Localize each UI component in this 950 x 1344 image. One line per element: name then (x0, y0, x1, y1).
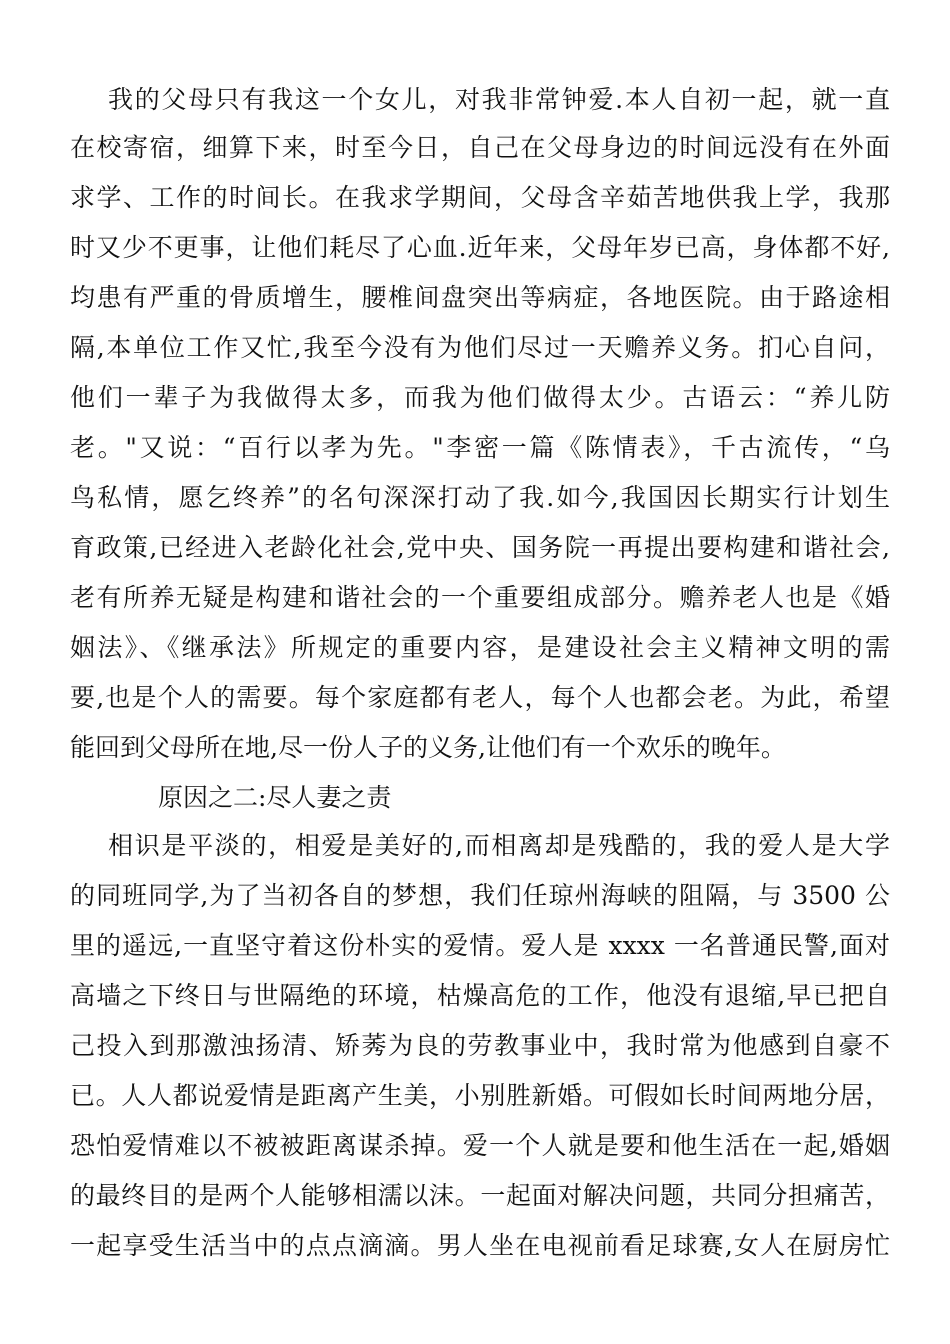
paragraph-2-line-3: 里的遥远,一直坚守着这份朴实的爱情。爱人是 xxxx 一名普通民警,面对 (70, 931, 890, 960)
paragraph-1-line-5: 均患有严重的骨质增生，腰椎间盘突出等病症，各地医院。由于路途相 (70, 283, 890, 312)
paragraph-2-line-4: 高墙之下终日与世隔绝的环境，枯燥高危的工作，他没有退缩,早已把自 (70, 981, 890, 1010)
paragraph-1-line-9: 鸟私情，愿乞终养”的名句深深打动了我.如今,我国因长期实行计划生 (70, 483, 890, 512)
paragraph-1-line-8: 老。"又说：“百行以孝为先。"李密一篇《陈情表》，千古流传，“乌 (70, 433, 890, 462)
paragraph-1-line-7: 他们一辈子为我做得太多，而我为他们做得太少。古语云：“养儿防 (70, 383, 890, 412)
paragraph-2-line-2: 的同班同学,为了当初各自的梦想，我们任琼州海峡的阻隔，与 3500 公 (70, 881, 890, 910)
paragraph-1-line-3: 求学、工作的时间长。在我求学期间，父母含辛茹苦地供我上学，我那 (70, 183, 890, 212)
paragraph-1-line-6: 隔,本单位工作又忙,我至今没有为他们尽过一天赡养义务。扪心自问， (70, 333, 890, 362)
paragraph-2-line-6: 已。人人都说爱情是距离产生美，小别胜新婚。可假如长时间两地分居， (70, 1081, 890, 1110)
paragraph-2-line-5: 己投入到那激浊扬清、矫莠为良的劳教事业中，我时常为他感到自豪不 (70, 1031, 890, 1060)
paragraph-1-line-1: 我的父母只有我这一个女儿，对我非常钟爱.本人自初一起，就一直 (108, 85, 890, 114)
paragraph-2-line-9: 一起享受生活当中的点点滴滴。男人坐在电视前看足球赛,女人在厨房忙 (70, 1231, 890, 1260)
paragraph-1-line-11: 老有所养无疑是构建和谐社会的一个重要组成部分。赡养老人也是《婚 (70, 583, 890, 612)
paragraph-1-line-13: 要,也是个人的需要。每个家庭都有老人，每个人也都会老。为此，希望 (70, 683, 890, 712)
paragraph-1-line-10: 育政策,已经进入老龄化社会,党中央、国务院一再提出要构建和谐社会, (70, 533, 890, 562)
paragraph-1-line-4: 时又少不更事，让他们耗尽了心血.近年来，父母年岁已高，身体都不好, (70, 233, 890, 262)
paragraph-1-line-14: 能回到父母所在地,尽一份人子的义务,让他们有一个欢乐的晚年。 (70, 733, 786, 762)
paragraph-1-line-2: 在校寄宿，细算下来，时至今日，自己在父母身边的时间远没有在外面 (70, 133, 890, 162)
paragraph-2-line-8: 的最终目的是两个人能够相濡以沫。一起面对解决问题，共同分担痛苦， (70, 1181, 890, 1210)
paragraph-2-line-1: 相识是平淡的，相爱是美好的,而相离却是残酷的，我的爱人是大学 (108, 831, 890, 860)
paragraph-1-line-12: 姻法》、《继承法》所规定的重要内容，是建设社会主义精神文明的需 (70, 633, 890, 662)
paragraph-2-line-7: 恐怕爱情难以不被被距离谋杀掉。爱一个人就是要和他生活在一起,婚姻 (70, 1131, 890, 1160)
section-heading: 原因之二:尽人妻之责 (158, 783, 392, 812)
